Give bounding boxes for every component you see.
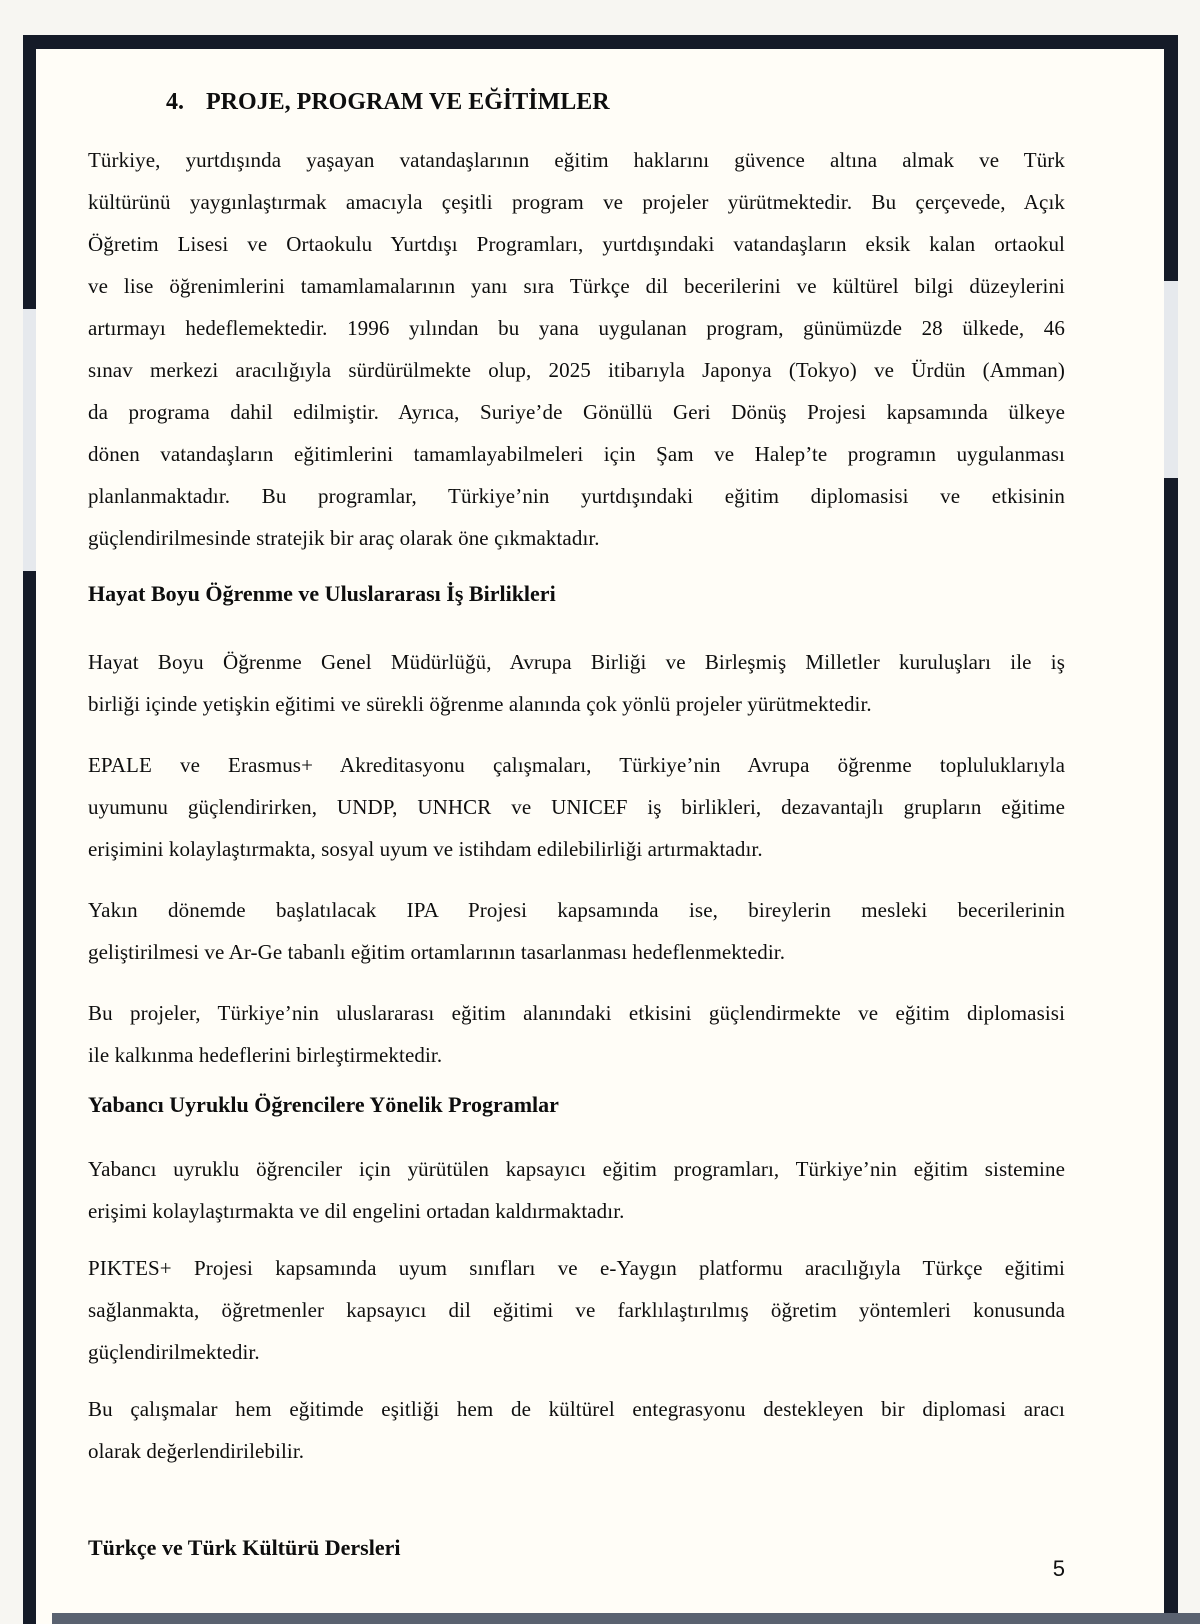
paragraph xyxy=(88,139,1065,559)
text-line: kültürünü yaygınlaştırmak amacıyla çeşitli program ve projeler yürütmektedir. Bu çerçevede, Açık xyxy=(88,190,1065,214)
text-line: dönen vatandaşların eğitimlerini tamamlayabilmeleri için Şam ve Halep’te programın uygulanması xyxy=(88,442,1065,466)
text-line: Bu projeler, Türkiye’nin uluslararası eğitim alanındaki etkisini güçlendirmekte ve eğitim diplomasisi xyxy=(88,1001,1065,1025)
paragraph xyxy=(88,1148,1065,1232)
text-line: erişimi kolaylaştırmakta ve dil engelini ortadan kaldırmaktadır. xyxy=(88,1199,625,1223)
page-border-top xyxy=(23,35,1178,49)
text-line: sağlanmakta, öğretmenler kapsayıcı dil eğitimi ve farklılaştırılmış öğretim yöntemleri konusunda xyxy=(88,1298,1065,1322)
page-border-left-lower xyxy=(23,571,36,1624)
section-heading: Türkçe ve Türk Kültürü Dersleri xyxy=(88,1535,401,1560)
section-heading: Hayat Boyu Öğrenme ve Uluslararası İş Birlikleri xyxy=(88,581,556,606)
paragraph xyxy=(88,641,1065,725)
page-border-right-lower xyxy=(1164,478,1178,1624)
main-title-text: PROJE, PROGRAM VE EĞİTİMLER xyxy=(206,89,610,115)
paragraph xyxy=(88,1388,1065,1472)
text-line: Yabancı uyruklu öğrenciler için yürütülen kapsayıcı eğitim programları, Türkiye’nin eğitim sistemine xyxy=(88,1157,1065,1181)
paragraph xyxy=(88,992,1065,1076)
text-line: Türkiye, yurtdışında yaşayan vatandaşlarının eğitim haklarını güvence altına almak ve Türk xyxy=(88,148,1065,172)
text-line: Bu çalışmalar hem eğitimde eşitliği hem de kültürel entegrasyonu destekleyen bir diplomasi aracı xyxy=(88,1397,1065,1421)
text-line: olarak değerlendirilebilir. xyxy=(88,1439,305,1463)
page-number: 5 xyxy=(1052,1556,1065,1581)
text-line: PIKTES+ Projesi kapsamında uyum sınıfları ve e-Yaygın platformu aracılığıyla Türkçe eğitimi xyxy=(88,1256,1065,1280)
text-line: artırmayı hedeflemektedir. 1996 yılından bu yana uygulanan program, günümüzde 28 ülkede, 46 xyxy=(88,316,1065,340)
paragraph xyxy=(88,744,1065,870)
text-line: güçlendirilmesinde stratejik bir araç olarak öne çıkmaktadır. xyxy=(88,526,600,550)
text-line: güçlendirilmektedir. xyxy=(88,1340,260,1364)
text-line: Yakın dönemde başlatılacak IPA Projesi kapsamında ise, bireylerin mesleki becerilerinin xyxy=(88,898,1065,922)
text-line: ve lise öğrenimlerini tamamlamalarının yanı sıra Türkçe dil becerilerini ve kültürel bilgi düzeylerini xyxy=(88,274,1065,298)
main-title-number: 4. xyxy=(166,89,184,115)
page-border-left-gap xyxy=(23,309,36,571)
text-line: erişimini kolaylaştırmakta, sosyal uyum ve istihdam edilebilirliği artırmaktadır. xyxy=(88,837,763,861)
text-line: birliği içinde yetişkin eğitimi ve sürekli öğrenme alanında çok yönlü projeler yürütmektedir. xyxy=(88,692,872,716)
text-line: ile kalkınma hedeflerini birleştirmektedir. xyxy=(88,1043,443,1067)
text-line: planlanmaktadır. Bu programlar, Türkiye’nin yurtdışındaki eğitim diplomasisi ve etkisinin xyxy=(88,484,1065,508)
paragraph xyxy=(88,889,1065,973)
text-line: Öğretim Lisesi ve Ortaokulu Yurtdışı Programları, yurtdışındaki vatandaşların eksik kalan ortaokul xyxy=(88,232,1065,256)
page-border-left-upper xyxy=(23,35,36,309)
main-title xyxy=(88,85,1065,119)
paragraph xyxy=(88,1247,1065,1373)
page-border-bottom xyxy=(52,1613,1200,1624)
text-line: sınav merkezi aracılığıyla sürdürülmekte olup, 2025 itibarıyla Japonya (Tokyo) ve Ürdün (Amman) xyxy=(88,358,1065,382)
text-line: EPALE ve Erasmus+ Akreditasyonu çalışmaları, Türkiye’nin Avrupa öğrenme topluluklarıyla xyxy=(88,753,1065,777)
section-heading: Yabancı Uyruklu Öğrencilere Yönelik Programlar xyxy=(88,1092,559,1117)
page-border-right-gap xyxy=(1164,281,1178,478)
document-body xyxy=(88,49,1065,1563)
text-line: geliştirilmesi ve Ar-Ge tabanlı eğitim ortamlarının tasarlanması hedeflenmektedir. xyxy=(88,940,786,964)
text-line: da programa dahil edilmiştir. Ayrıca, Suriye’de Gönüllü Geri Dönüş Projesi kapsamında ülkeye xyxy=(88,400,1065,424)
text-line: uyumunu güçlendirirken, UNDP, UNHCR ve UNICEF iş birlikleri, dezavantajlı grupların eğitime xyxy=(88,795,1065,819)
text-line: Hayat Boyu Öğrenme Genel Müdürlüğü, Avrupa Birliği ve Birleşmiş Milletler kuruluşları ile iş xyxy=(88,650,1065,674)
page-border-right-upper xyxy=(1164,35,1178,281)
